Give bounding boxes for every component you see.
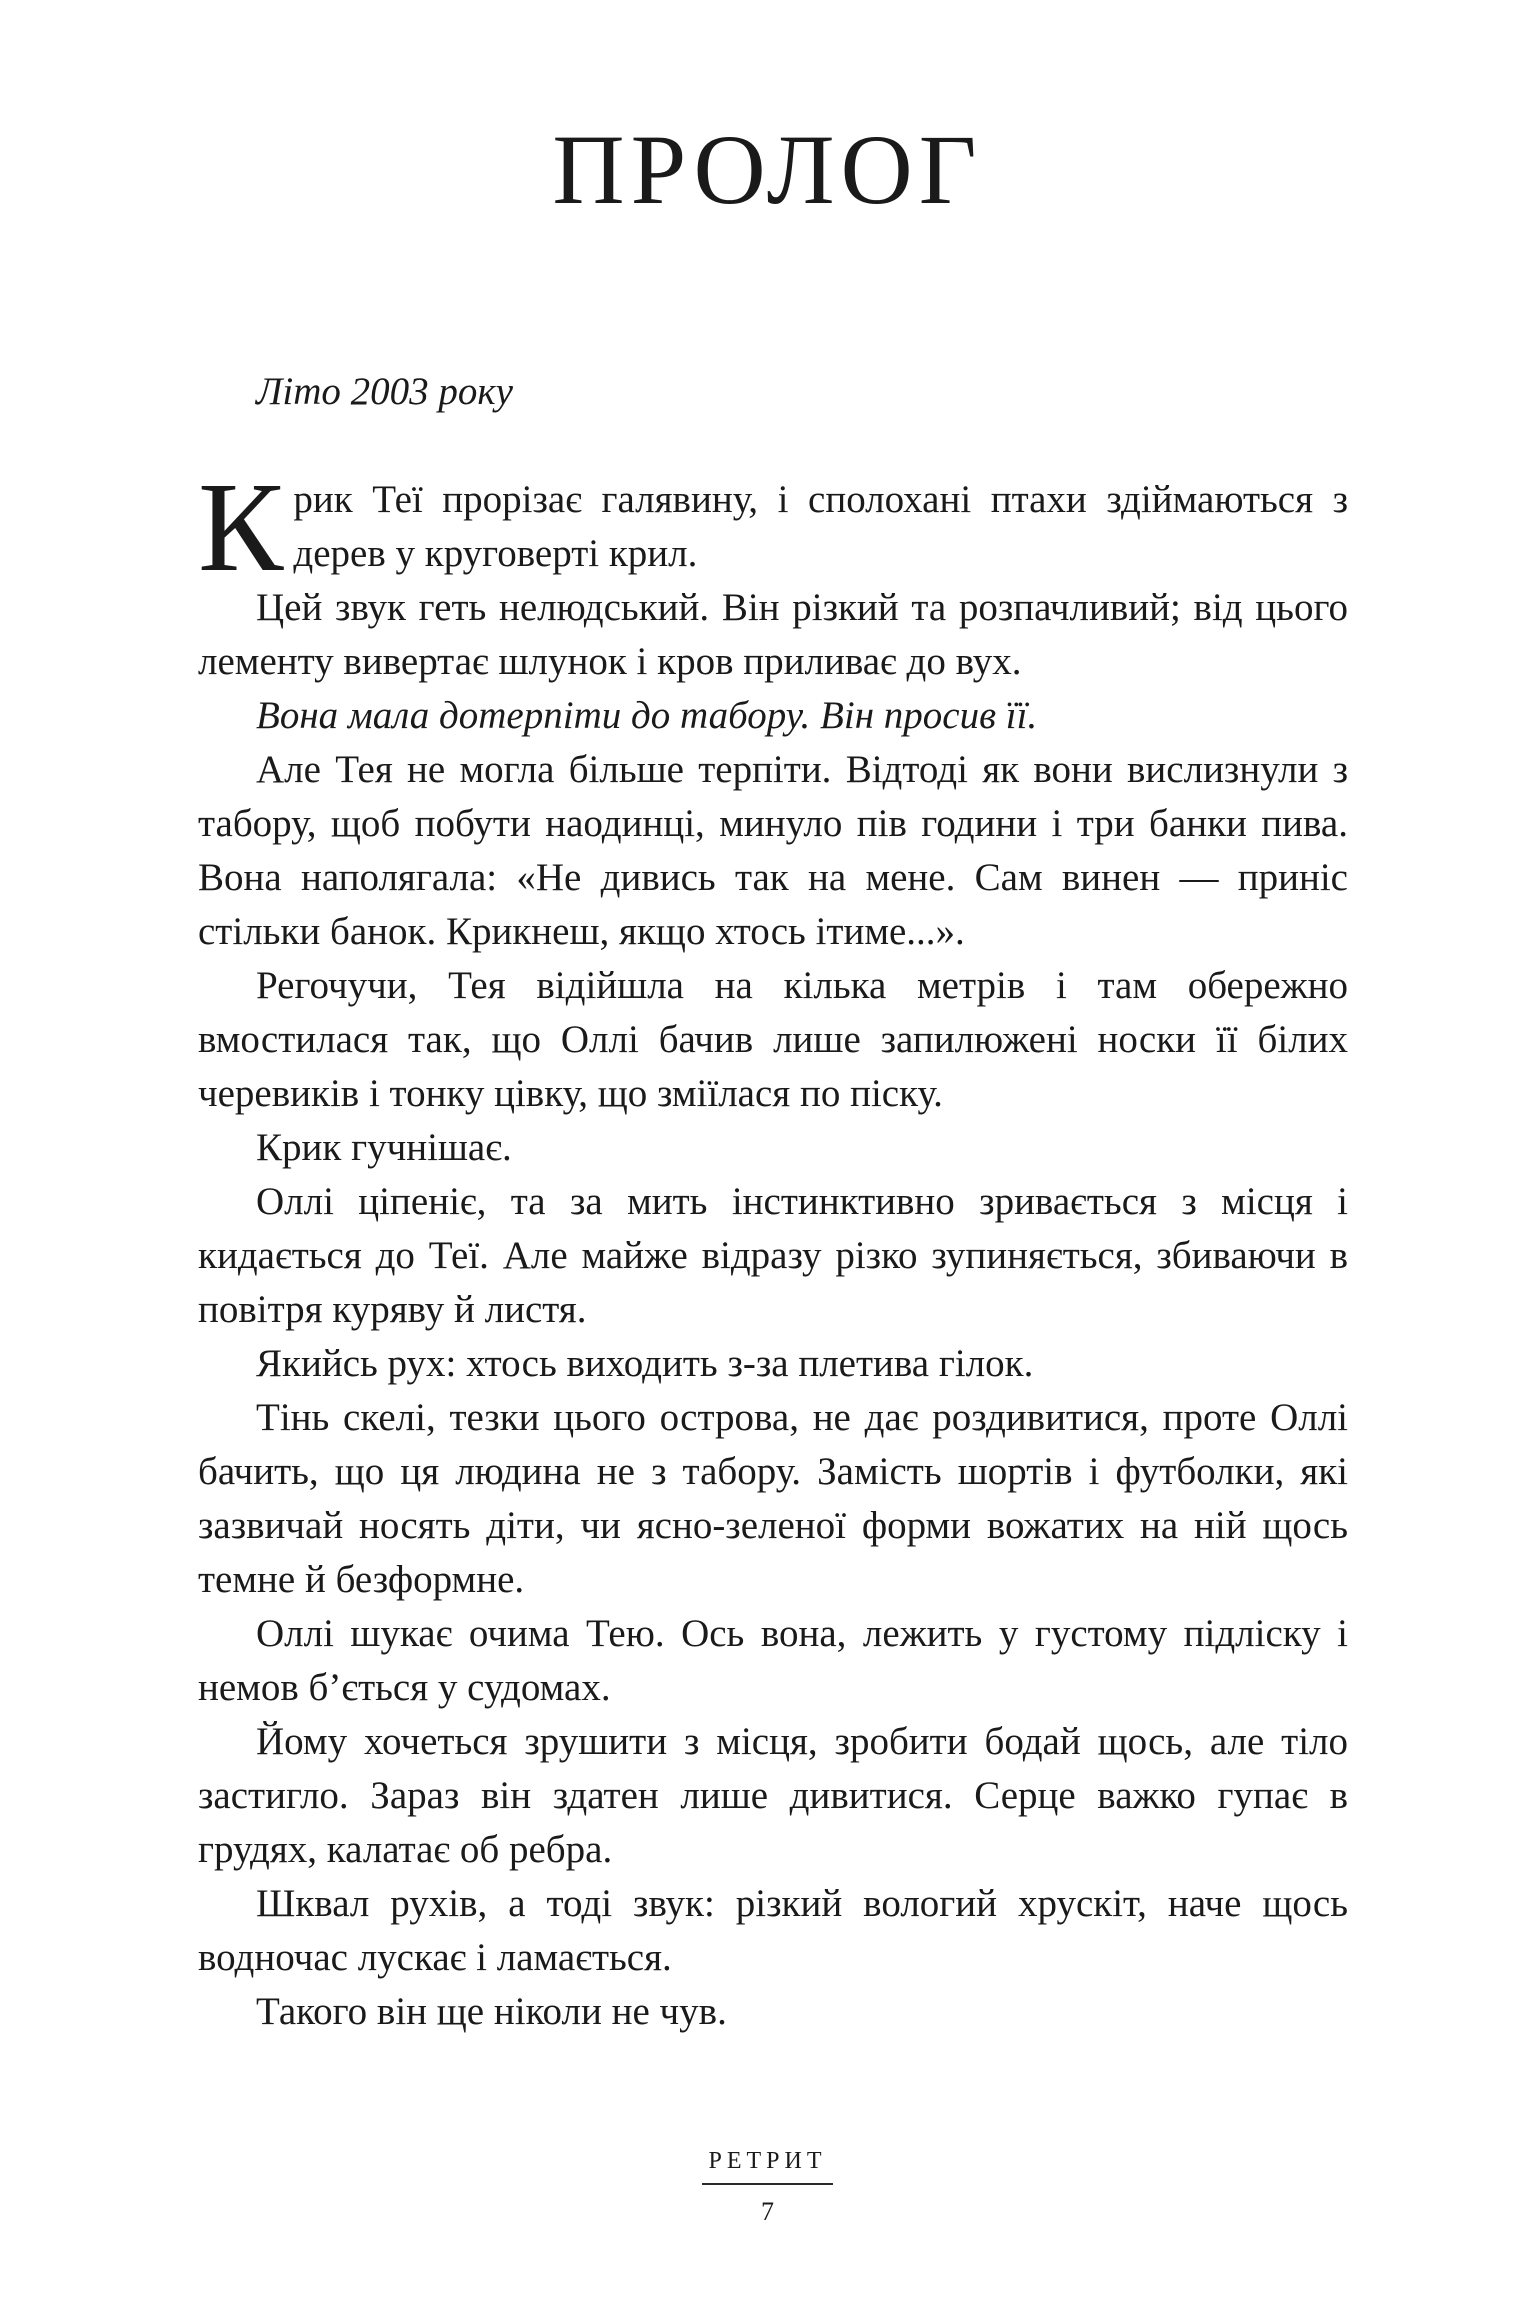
running-title: РЕТРИТ	[702, 2148, 832, 2185]
paragraph-3: Вона мала дотерпіти до табору. Він просив її.	[256, 694, 1038, 737]
chapter-title: ПРОЛОГ	[552, 114, 983, 225]
page-number: 7	[761, 2197, 774, 2226]
paragraph-9: Тінь скелі, тезки цього острова, не дає роздивитися, проте Оллі бачить, що ця людина не з табору. Замість шортів і футболки, які зазвичай носять діти, чи ясно-зеленої форми вожатих на ній щось темне й безформне.	[198, 1396, 1348, 1601]
paragraph-8: Якийсь рух: хтось виходить з-за плетива гілок.	[256, 1342, 1034, 1385]
paragraph-6: Крик гучнішає.	[256, 1126, 512, 1169]
paragraph-1-text: рик Теї прорізає галявину, і сполохані птахи здіймаються з дерев у круговерті крил.	[293, 478, 1348, 575]
paragraph-1	[198, 456, 1348, 598]
paragraph-10: Оллі шукає очима Тею. Ось вона, лежить у густому підліску і немов б’ється у судомах.	[198, 1612, 1348, 1709]
paragraph-12: Шквал рухів, а тоді звук: різкий вологий хрускіт, наче щось водночас лускає і ламається.	[198, 1882, 1348, 1979]
paragraph-4: Але Тея не могла більше терпіти. Відтоді як вони вислизнули з табору, щоб побути наодинці, минуло пів години і три банки пива. Вона наполягала: «Не дивись так на мене. Сам винен — приніс стільки банок. Крикнеш, якщо хтось ітиме...».	[198, 748, 1348, 953]
drop-cap: К	[198, 456, 284, 598]
paragraph-7: Оллі ціпеніє, та за мить інстинктивно зривається з місця і кидається до Теї. Але майже відразу різко зупиняється, збиваючи в повітря куряву й листя.	[198, 1180, 1348, 1331]
paragraph-2: Цей звук геть нелюдський. Він різкий та розпачливий; від цього лементу вивертає шлунок і кров приливає до вух.	[198, 586, 1348, 683]
paragraph-5: Регочучи, Тея відійшла на кілька метрів і там обережно вмостилася так, що Оллі бачив лише запилюжені носки її білих черевиків і тонку цівку, що зміїлася по піску.	[198, 964, 1348, 1115]
paragraph-13: Такого він ще ніколи не чув.	[256, 1990, 727, 2033]
page-footer	[0, 2148, 1535, 2227]
body-text	[198, 365, 1348, 2039]
paragraph-11: Йому хочеться зрушити з місця, зробити бодай щось, але тіло застигло. Зараз він здатен лише дивитися. Серце важко гупає в грудях, калатає об ребра.	[198, 1720, 1348, 1871]
dateline: Літо 2003 року	[256, 370, 513, 413]
